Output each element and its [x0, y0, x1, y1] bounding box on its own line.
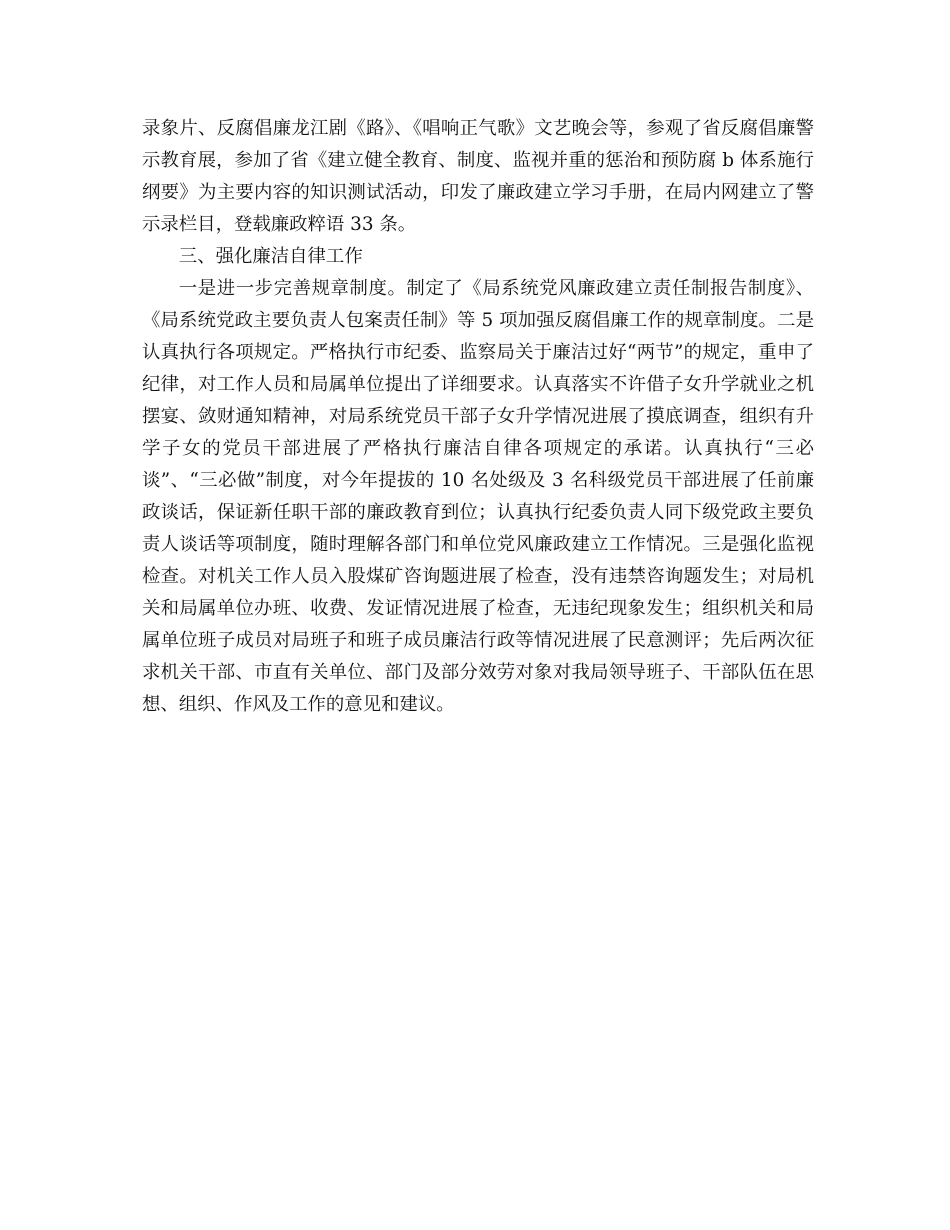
section-heading: 三、强化廉洁自律工作: [178, 246, 363, 267]
paragraph-self-discipline: 一是进一步完善规章制度。制定了《局系统党风廉政建立责任制报告制度》、《局系统党政主要负责人包案责任制》等 5 项加强反腐倡廉工作的规章制度。二是认真执行各项规定。严格执行市纪委、监察局关于廉洁过好“两节”的规定，重申了纪律，对工作人员和局属单位提出了详细要求。认真落实不许借子女升学就业之机摆宴、敛财通知精神，对局系统党员干部子女升学情况进展了摸底调查，组织有升学子女的党员干部进展了严格执行廉洁自律各项规定的承诺。认真执行“三必谈”、“三必做”制度，对今年提拔的 10 名处级及 3 名科级党员干部进展了任前廉政谈话，保证新任职干部的廉政教育到位；认真执行纪委负责人同下级党政主要负责人谈话等项制度，随时理解各部门和单位党风廉政建立工作情况。三是强化监视检查。对机关工作人员入股煤矿咨询题进展了检查，没有违禁咨询题发生；对局机关和局属单位办班、收费、发证情况进展了检查，无违纪现象发生；组织机关和局属单位班子成员对局班子和班子成员廉洁行政等情况进展了民意测评；先后两次征求机关干部、市直有关单位、部门及部分效劳对象对我局领导班子、干部队伍在思想、组织、作风及工作的意见和建议。: [142, 278, 814, 715]
document-body: [142, 113, 814, 721]
paragraph-continuation: 录象片、反腐倡廉龙江剧《路》、《唱响正气歌》文艺晚会等，参观了省反腐倡廉警示教育展，参加了省《建立健全教育、制度、监视并重的惩治和预防腐 b 体系施行纲要》为主要内容的知识测试活动，印发了廉政建立学习手册，在局内网建立了警示录栏目，登载廉政粹语 33 条。: [142, 118, 814, 235]
